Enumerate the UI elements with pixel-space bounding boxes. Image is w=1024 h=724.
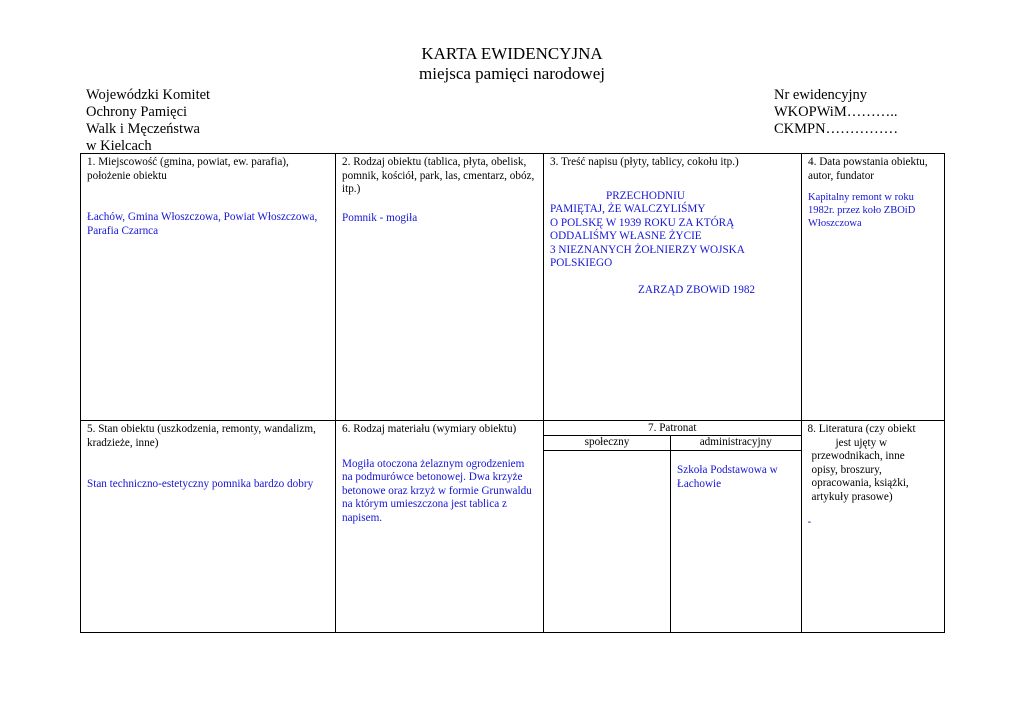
card-subtitle: miejsca pamięci narodowej	[419, 64, 605, 83]
issuer-line: w Kielcach	[86, 138, 152, 154]
issuer-line: Wojewódzki Komitet	[86, 87, 211, 103]
condition-value: Stan techniczno-estetyczny pomnika bardzo dobry	[87, 478, 314, 490]
registry-label: Nr ewidencyjny	[774, 87, 868, 103]
cell-literature	[801, 421, 944, 632]
patronage-literature-table	[544, 421, 944, 632]
patronage-admin-label: administracyjny	[699, 436, 772, 448]
literature-label-line: przewodnikach, inne	[811, 450, 905, 462]
card-title: KARTA EWIDENCYJNA	[421, 44, 603, 63]
cell-inscription	[544, 154, 802, 421]
issuer-line: Ochrony Pamięci	[86, 104, 188, 120]
patronage-subheader	[544, 436, 801, 451]
registry-ckmpn: CKMPN……………	[774, 121, 899, 137]
literature-label-line: opisy, broszury,	[811, 463, 882, 476]
patronage-values	[544, 450, 801, 632]
table-row	[81, 421, 945, 633]
material-label: 6. Rodzaj materiału (wymiary obiektu)	[342, 423, 517, 435]
inscription-text	[550, 190, 795, 298]
patronage-admin-value: Szkoła Podstawowa w Łachowie	[677, 464, 778, 490]
cell-patronage	[544, 421, 801, 632]
patronage-block	[544, 421, 801, 632]
inscription-line: ODDALIŚMY WŁASNE ŻYCIE	[550, 230, 702, 242]
location-value: Łachów, Gmina Włoszczowa, Powiat Włoszczowa, Parafia Czarnca	[87, 211, 318, 237]
literature-label-line: jest ujęty w	[835, 436, 888, 449]
condition-label: 5. Stan obiektu (uszkodzenia, remonty, wandalizm, kradzieże, inne)	[87, 423, 316, 449]
material-value: Mogiła otoczona żelaznym ogrodzeniem na podmurówce betonowej. Dwa krzyże betonowe oraz krzyż w formie Grunwaldu na którym umieszczona jest tablica z napisem.	[342, 457, 532, 524]
literature-label	[808, 423, 939, 504]
cell-condition	[81, 421, 336, 633]
cell-material	[336, 421, 544, 633]
location-label: 1. Miejscowość (gmina, powiat, ew. parafia), położenie obiektu	[87, 156, 289, 182]
patronage-label: 7. Patronat	[544, 421, 801, 436]
creation-date-value: Kapitalny remont w roku 1982r. przez koło ZBOiD Włoszczowa	[808, 192, 916, 229]
inscription-line: O POLSKĘ W 1939 ROKU ZA KTÓRĄ	[550, 216, 735, 229]
literature-label-line: 8. Literatura (czy obiekt	[807, 423, 916, 435]
object-type-value: Pomnik - mogiła	[342, 211, 418, 224]
inscription-line: PAMIĘTAJ, ŻE WALCZYLIŚMY	[550, 203, 706, 215]
table-row	[81, 154, 945, 421]
record-table	[80, 153, 945, 633]
cell-creation-date	[802, 154, 945, 421]
literature-label-line: opracowania, książki,	[811, 477, 909, 489]
cell-location	[81, 154, 336, 421]
patronage-social-label: społeczny	[544, 436, 671, 450]
inscription-line: 3 NIEZNANYCH ŻOŁNIERZY WOJSKA POLSKIEGO	[550, 243, 745, 269]
literature-value: -	[807, 516, 812, 528]
inscription-label: 3. Treść napisu (płyty, tablicy, cokołu itp.)	[550, 156, 739, 168]
creation-date-label: 4. Data powstania obiektu, autor, fundator	[808, 156, 928, 182]
registry-wkopwim: WKOPWiM………..	[774, 104, 898, 120]
issuer-line: Walk i Męczeństwa	[86, 121, 200, 137]
cell-patronage-literature	[544, 421, 945, 633]
cell-object-type	[336, 154, 544, 421]
inscription-heading: PRZECHODNIU	[606, 189, 685, 202]
patronage-social-value	[544, 450, 671, 632]
object-type-label: 2. Rodzaj obiektu (tablica, płyta, obelisk, pomnik, kościół, park, las, cmentarz, obóz, itp.)	[342, 156, 535, 195]
literature-label-line: artykuły prasowe)	[811, 490, 893, 503]
issuer-block	[86, 87, 210, 155]
literature-block	[802, 421, 945, 532]
inscription-signature: ZARZĄD ZBOWiD 1982	[638, 283, 756, 296]
registry-block	[774, 87, 898, 138]
